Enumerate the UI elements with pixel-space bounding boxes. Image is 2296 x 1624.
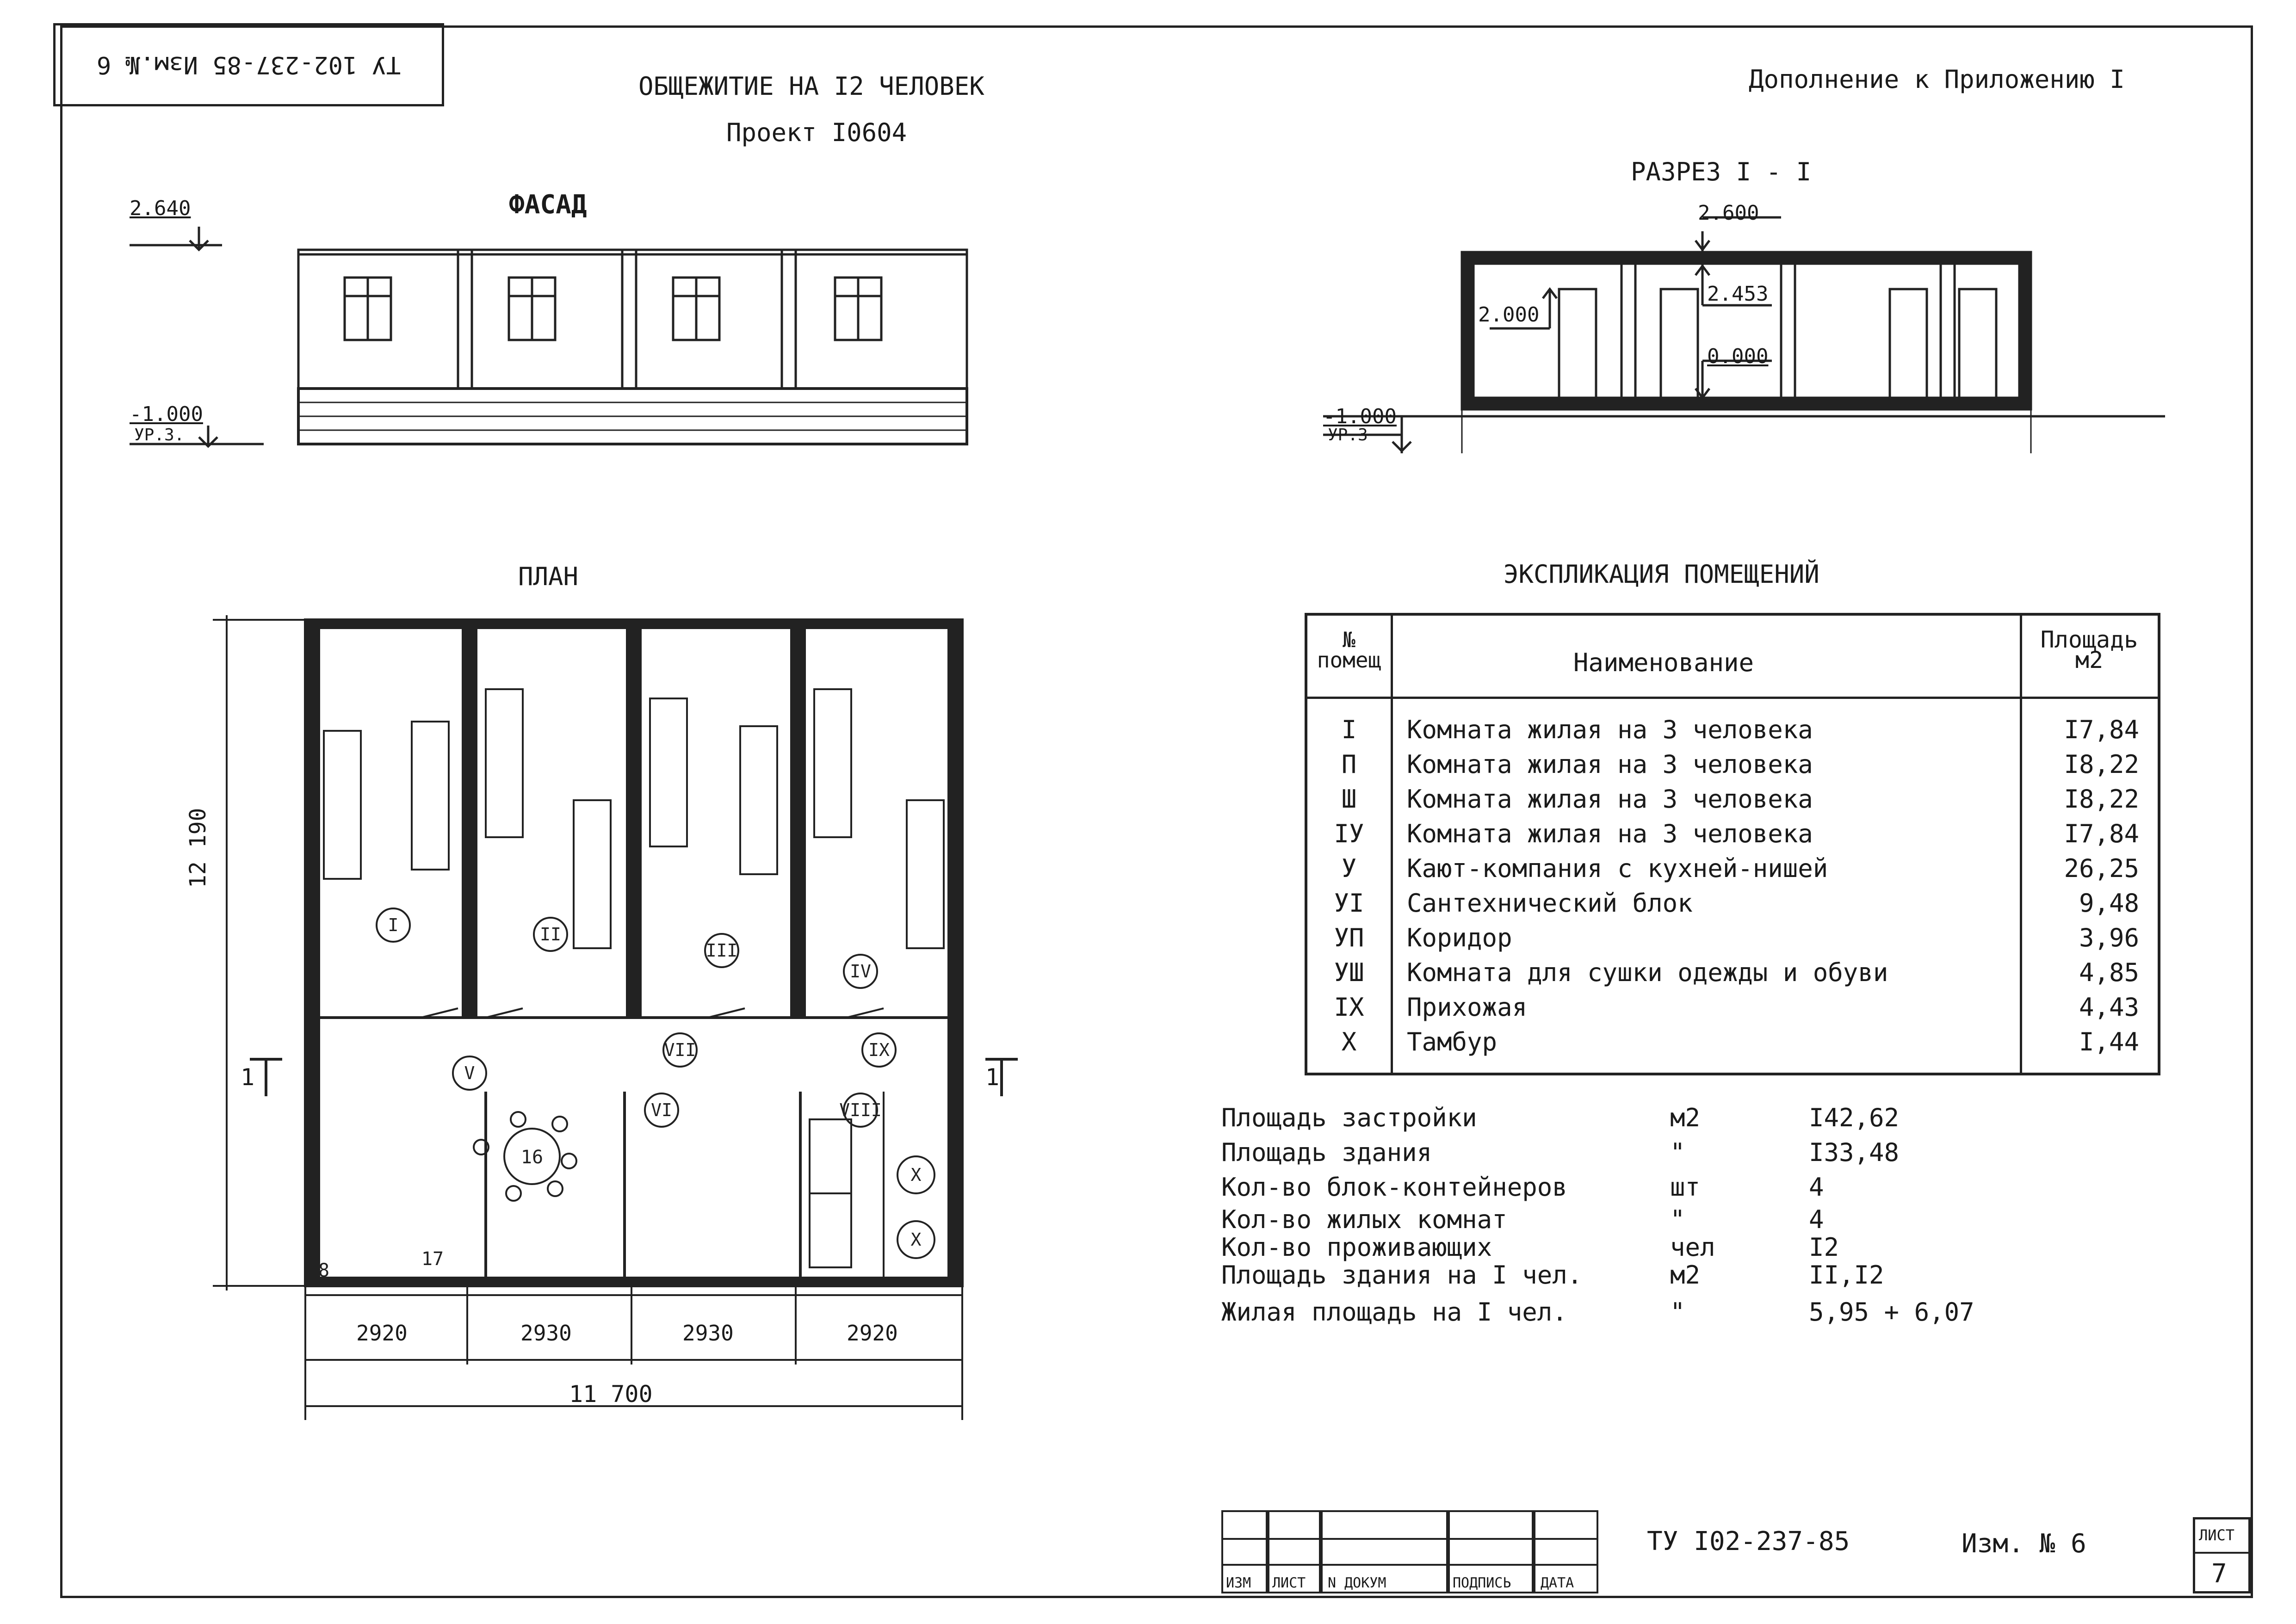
section-title: РАЗРЕЗ I - I [1631,157,1812,186]
plan-cut-mark-left: 1 [241,1064,255,1091]
room-label-2: II [540,924,561,945]
summary-value: II,I2 [1809,1260,1884,1290]
section-ground-label: УР.З [1328,426,1368,445]
col-header-no: № помещ [1317,627,1381,673]
drawing-title: ОБЩЕЖИТИЕ НА I2 ЧЕЛОВЕК [638,72,984,101]
plan-title: ПЛАН [518,562,579,591]
room-label-9: IX [868,1040,890,1060]
section-drawing [1309,194,2165,481]
plan-height-dim: 12 190 [185,808,211,888]
table-row: IУ Комната жилая на 3 человека I7,84 [1334,819,2139,848]
col-header-area: Площадь м2 [2040,626,2138,673]
floor-plan [199,606,1078,1439]
room-label-11: X [910,1229,922,1250]
summary-value: 4 [1809,1205,1824,1234]
summary-label: Площадь застройки [1221,1103,1477,1132]
furniture-label-16: 16 [520,1147,544,1168]
summary-label: Кол-во блок-контейнеров [1221,1173,1567,1202]
section-level-door: 2.000 [1478,303,1540,327]
summary-value: 4 [1809,1173,1824,1202]
summary-label: Площадь здания [1221,1138,1432,1167]
tb-col-date: ДАТА [1541,1575,1574,1591]
summary-unit: " [1670,1205,1685,1234]
tb-col-izm: ИЗМ [1226,1575,1251,1591]
tb-doc-number: ТУ I02-237-85 [1647,1526,1850,1556]
sheet-label: ЛИСТ [2199,1526,2235,1544]
plan-width-2: 2930 [520,1321,572,1346]
tb-col-doc: N ДОКУМ [1328,1575,1386,1591]
facade-ground-label: УР.З. [134,426,185,445]
room-label-5: V [464,1063,475,1083]
supplement-note: Дополнение к Приложению I [1749,65,2125,94]
facade-title: ФАСАД [509,190,587,220]
section-level-roof: 2.600 [1698,201,1759,225]
summary-value: I42,62 [1809,1103,1900,1132]
room-label-6: VI [651,1100,672,1120]
corner-stamp [53,23,444,106]
tb-col-sign: ПОДПИСЬ [1453,1575,1511,1591]
facade-level-ground: -1.000 [130,402,203,426]
tb-col-list: ЛИСТ [1272,1575,1306,1591]
sheet-number: 7 [2211,1559,2227,1589]
plan-width-4: 2920 [847,1321,898,1346]
summary-unit: м2 [1670,1260,1701,1290]
explication-title: ЭКСПЛИКАЦИЯ ПОМЕЩЕНИЙ [1504,560,1819,589]
table-row: Ш Комната жилая на 3 человека I8,22 [1341,784,2139,814]
summary-value: I33,48 [1809,1138,1900,1167]
room-label-8: VIII [839,1100,882,1120]
col-header-name: Наименование [1573,648,1754,677]
room-label-3: III [706,940,738,961]
room-label-7: VII [664,1040,696,1060]
section-level-ceiling: 2.453 [1707,282,1769,306]
summary-label: Площадь здания на I чел. [1221,1260,1583,1290]
table-row: УI Сантехнический блок 9,48 [1334,889,2139,918]
furniture-label-8: 8 [318,1260,330,1281]
plan-width-3: 2930 [682,1321,734,1346]
table-row: УП Коридор 3,96 [1334,923,2139,952]
sheet-box [2193,1517,2251,1593]
explication-table [1305,613,2160,1075]
summary-unit: шт [1670,1173,1701,1202]
summary-unit: " [1670,1297,1685,1327]
table-row: IX Прихожая 4,43 [1334,993,2139,1022]
plan-total-width: 11 700 [569,1381,653,1408]
plan-width-1: 2920 [356,1321,408,1346]
room-label-4: IV [850,961,871,982]
table-row: I Комната жилая на 3 человека I7,84 [1341,715,2139,744]
corner-stamp-text: ТУ 102-237-85 Изм.№ 6 [96,51,401,79]
summary-value: I2 [1809,1233,1839,1262]
summary-label: Кол-во проживающих [1221,1233,1492,1262]
facade-level-top: 2.640 [130,197,191,220]
table-row: У Кают-компания с кухней-нишей 26,25 [1341,854,2139,883]
plan-cut-mark-right: 1 [985,1064,1000,1091]
table-row: X Тамбур I,44 [1341,1027,2139,1056]
summary-unit: м2 [1670,1103,1701,1132]
furniture-label-17: 17 [421,1248,444,1270]
section-level-floor: 0.000 [1707,345,1769,368]
summary-unit: " [1670,1138,1685,1167]
facade-drawing [116,194,995,481]
summary-value: 5,95 + 6,07 [1809,1297,1974,1327]
project-number: Проект I0604 [726,118,907,147]
room-label-1: I [388,915,399,935]
room-label-10: X [910,1165,922,1185]
tb-change-number: Изм. № 6 [1962,1529,2086,1559]
table-row: П Комната жилая на 3 человека I8,22 [1341,750,2139,779]
summary-unit: чел [1670,1233,1715,1262]
table-row: УШ Комната для сушки одежды и обуви 4,85 [1334,958,2139,987]
summary-label: Кол-во жилых комнат [1221,1205,1507,1234]
section-level-ground: -1.000 [1323,405,1397,428]
summary-label: Жилая площадь на I чел. [1221,1297,1567,1327]
title-block [1221,1510,1598,1593]
